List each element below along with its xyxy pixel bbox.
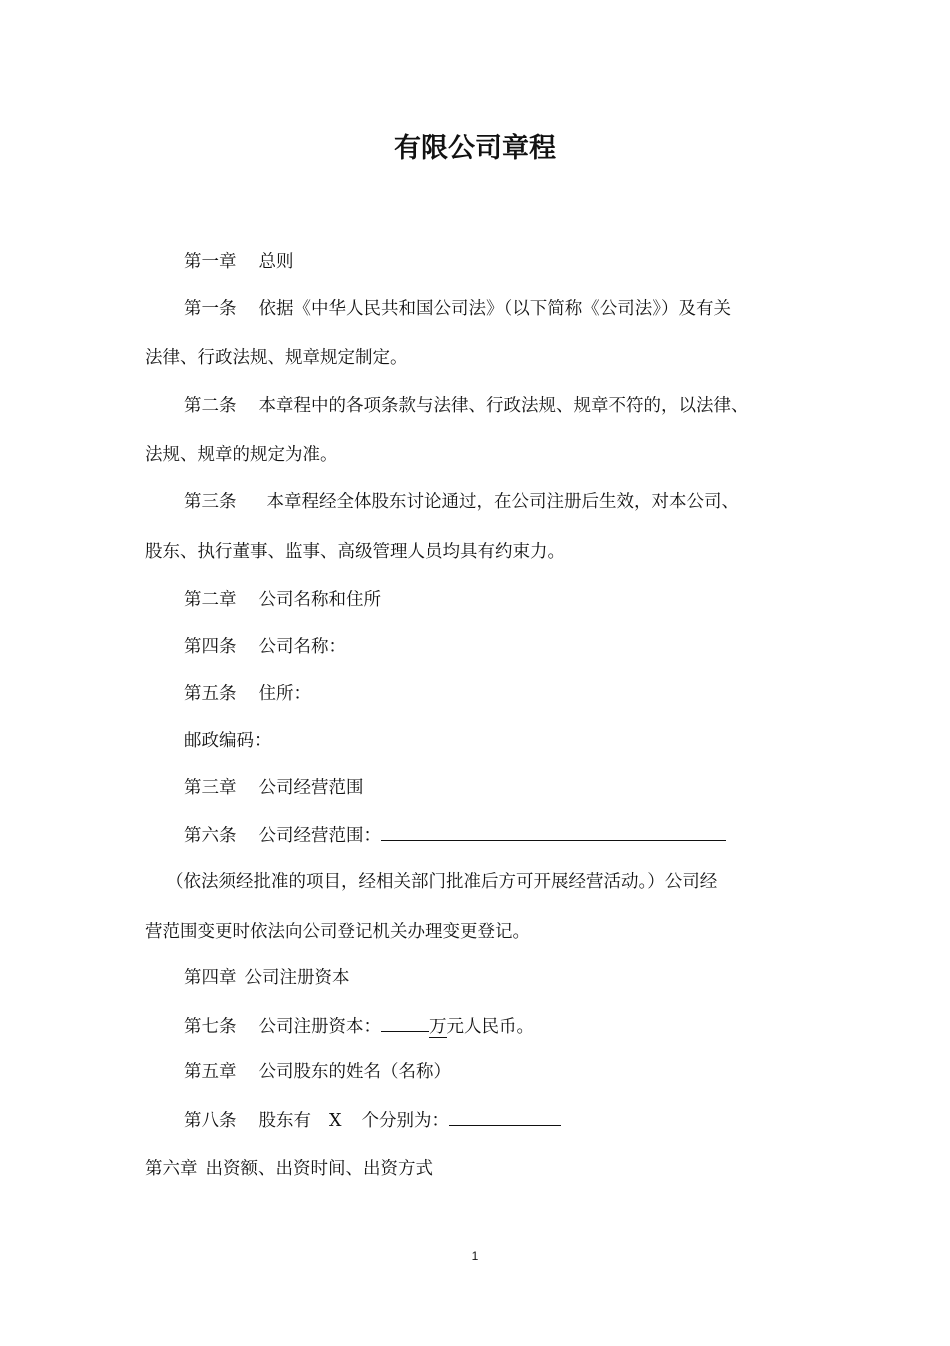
chapter-label: 第五章	[184, 1062, 237, 1082]
chapter-label: 第六章	[145, 1159, 198, 1179]
shareholder-count: X	[329, 1111, 342, 1131]
chapter-label: 第二章	[184, 590, 237, 610]
article-5	[184, 682, 311, 706]
chapter-5-heading	[184, 1060, 451, 1084]
article-label: 第二条	[184, 396, 237, 416]
chapter-name: 公司经营范围	[258, 778, 364, 798]
article-text: 本章程经全体股东讨论通过，在公司注册后生效，对本公司、	[266, 492, 739, 512]
page-title: 有限公司章程	[394, 133, 556, 164]
article-text: 依据《中华人民共和国公司法》（以下简称《公司法》）及有关	[258, 299, 731, 319]
article-text: 本章程中的各项条款与法律、行政法规、规章不符的，以法律、	[258, 396, 749, 416]
chapter-name: 公司名称和住所	[258, 590, 381, 610]
article-text: 住所：	[258, 684, 311, 704]
article-6	[184, 822, 726, 848]
article-label: 第六条	[184, 826, 237, 846]
article-label: 第三条	[184, 492, 237, 512]
article-4	[184, 635, 346, 659]
page-number: 1	[471, 1249, 479, 1263]
capital-unit: 万	[429, 1017, 447, 1037]
article-1-line-1	[184, 297, 731, 321]
scope-note-line-1: （依法须经批准的项目，经相关部门批准后方可开展经营活动。）公司经	[166, 872, 718, 892]
article-text: 公司名称：	[258, 637, 346, 657]
article-label: 第五条	[184, 684, 237, 704]
article-3-line-2: 股东、执行董事、监事、高级管理人员均具有约束力。	[145, 542, 565, 562]
chapter-label: 第三章	[184, 778, 237, 798]
article-8	[184, 1107, 561, 1133]
chapter-name: 总则	[258, 252, 294, 272]
chapter-2-heading	[184, 588, 381, 612]
article-text: 公司注册资本：	[258, 1017, 381, 1037]
article-label: 第一条	[184, 299, 237, 319]
scope-note-line-2: 营范围变更时依法向公司登记机关办理变更登记。	[145, 922, 530, 942]
chapter-3-heading	[184, 776, 364, 800]
article-label: 第七条	[184, 1017, 237, 1037]
article-label: 第八条	[184, 1111, 237, 1131]
capital-amount-blank[interactable]	[381, 1013, 429, 1032]
shareholder-names-blank[interactable]	[449, 1107, 561, 1126]
article-label: 第四条	[184, 637, 237, 657]
chapter-name: 出资额、出资时间、出资方式	[205, 1159, 433, 1179]
article-1-line-2: 法律、行政法规、规章规定制定。	[145, 348, 408, 368]
chapter-label: 第一章	[184, 252, 237, 272]
capital-unit-rest: 元人民币。	[446, 1017, 534, 1037]
chapter-6-heading	[145, 1157, 433, 1181]
chapter-1-heading	[184, 250, 294, 274]
business-scope-blank[interactable]	[381, 822, 726, 841]
article-2-line-1	[184, 394, 749, 418]
article-3-line-1	[184, 490, 739, 514]
chapter-4-heading	[184, 966, 350, 990]
chapter-name: 公司注册资本	[244, 968, 350, 988]
shareholders-post: 个分别为：	[361, 1111, 449, 1131]
article-2-line-2: 法规、规章的规定为准。	[145, 445, 338, 465]
postal-code-line: 邮政编码：	[184, 731, 272, 751]
shareholders-pre: 股东有	[258, 1111, 311, 1131]
article-text: 公司经营范围：	[258, 826, 381, 846]
article-7	[184, 1013, 534, 1039]
chapter-label: 第四章	[184, 968, 237, 988]
chapter-name: 公司股东的姓名（名称）	[258, 1062, 451, 1082]
